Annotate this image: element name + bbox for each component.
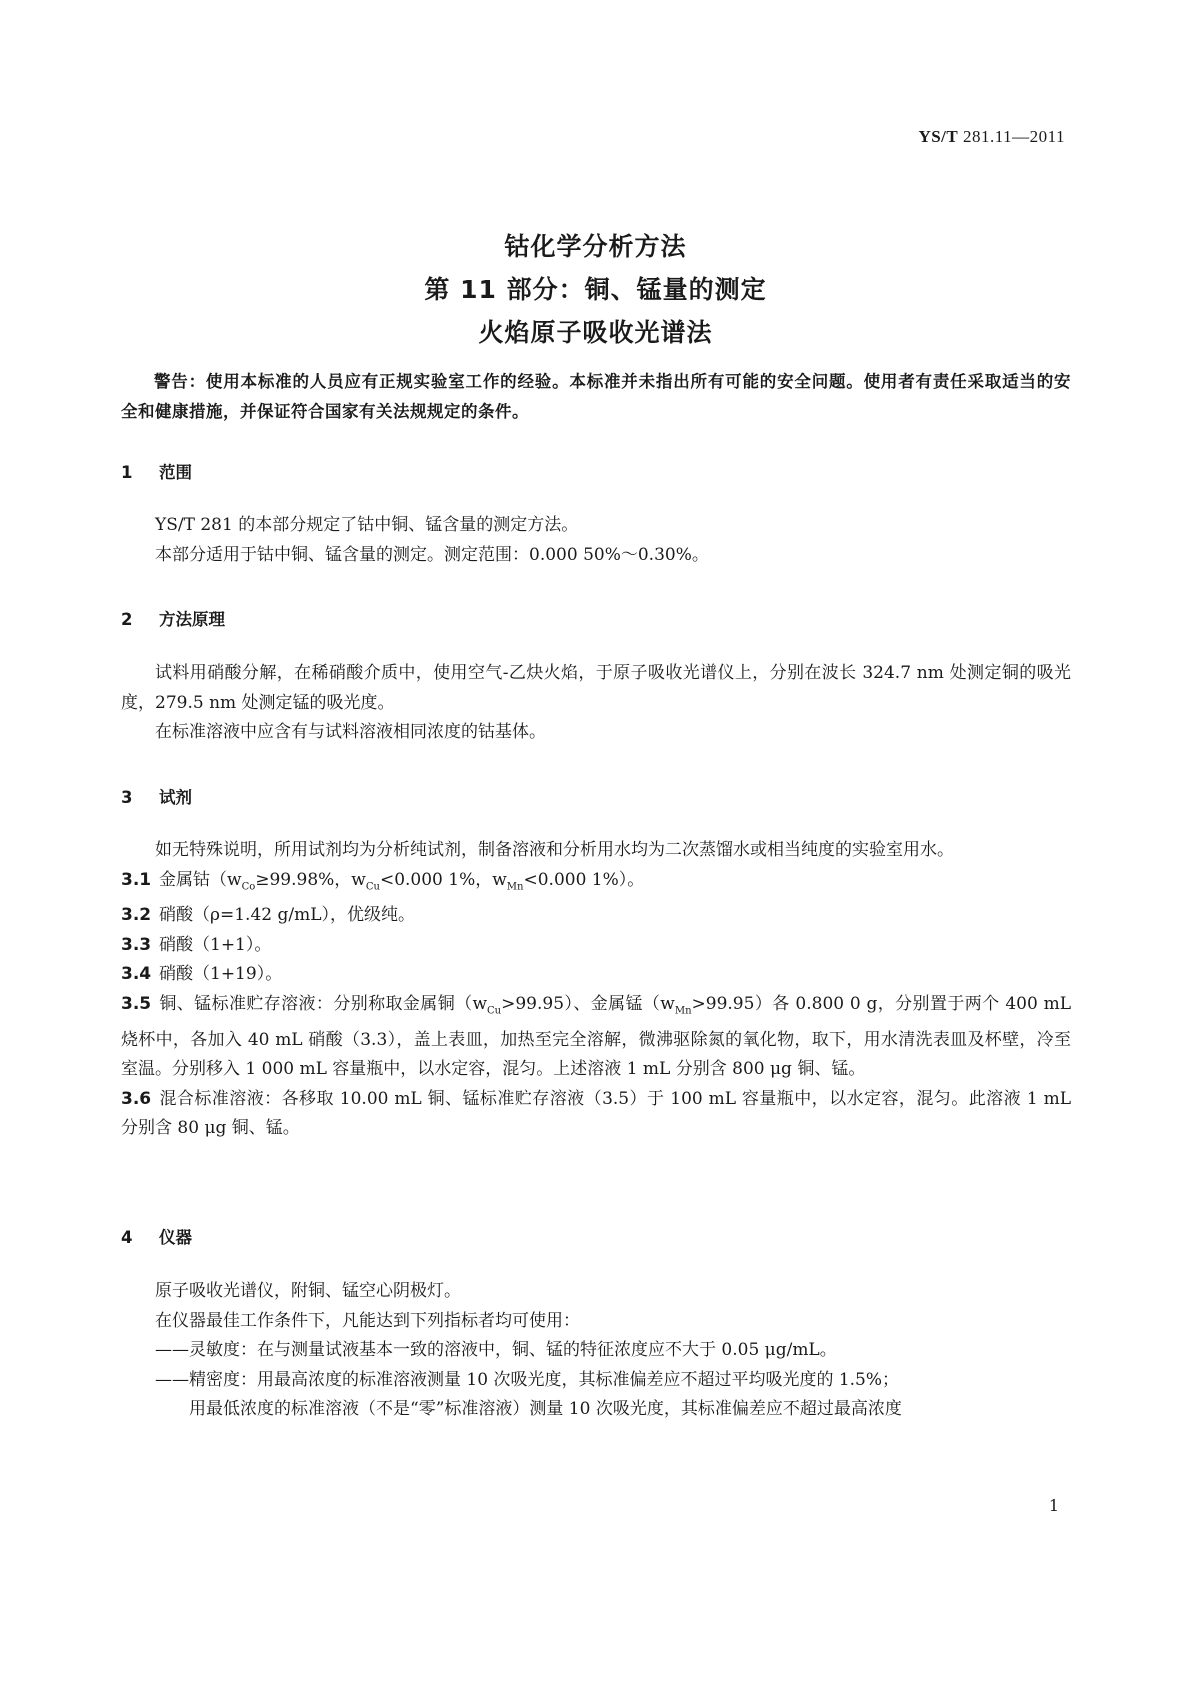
- paragraph: YS/T 281 的本部分规定了钴中铜、锰含量的测定方法。: [155, 515, 579, 535]
- section-3-heading: [121, 783, 1071, 813]
- item-text: 金属钴（w: [159, 869, 242, 890]
- item-text: 铜、锰标准贮存溶液：分别称取金属铜（w: [159, 993, 488, 1014]
- paragraph: 试料用硝酸分解，在稀硝酸介质中，使用空气-乙炔火焰，于原子吸收光谱仪上，分别在波长 324.7 nm 处测定铜的吸光度，279.5 nm 处测定锰的吸光度。: [121, 663, 1071, 713]
- criteria-precision: ——精密度：用最高浓度的标准溶液测量 10 次吸光度，其标准偏差应不超过平均吸光度的 1.5%；: [155, 1369, 900, 1390]
- criteria-sensitivity: ——灵敏度：在与测量试液基本一致的溶液中，铜、锰的特征浓度应不大于 0.05 μg/mL。: [155, 1340, 837, 1360]
- section-title: 试剂: [159, 788, 192, 807]
- section-2-heading: [121, 605, 1071, 635]
- item-text: ≥99.98%，w: [255, 869, 366, 890]
- item-number: 3.3: [121, 934, 152, 955]
- subscript: Mn: [506, 880, 524, 892]
- section-title: 仪器: [159, 1228, 192, 1247]
- standard-prefix: YS/T: [918, 127, 959, 146]
- reagent-item-3-2: [121, 901, 1071, 931]
- reagent-item-3-1: [121, 866, 1071, 902]
- paragraph: 本部分适用于钴中铜、锰含量的测定。测定范围：0.000 50%～0.30%。: [155, 544, 709, 565]
- subscript: Cu: [365, 880, 380, 892]
- section-3-body: [121, 836, 1071, 1144]
- standard-code: [918, 127, 1065, 147]
- paragraph: 在标准溶液中应含有与试料溶液相同浓度的钴基体。: [155, 722, 546, 742]
- item-text: 硝酸（1+19）。: [159, 964, 283, 985]
- item-number: 3.1: [121, 869, 152, 890]
- item-text: <0.000 1%）。: [523, 869, 645, 890]
- paragraph: 如无特殊说明，所用试剂均为分析纯试剂，制备溶液和分析用水均为二次蒸馏水或相当纯度的实验室用水。: [155, 840, 954, 860]
- paragraph: 在仪器最佳工作条件下，凡能达到下列指标者均可使用：: [155, 1310, 580, 1331]
- item-number: 3.5: [121, 993, 152, 1014]
- paragraph: 原子吸收光谱仪，附铜、锰空心阴极灯。: [155, 1281, 461, 1301]
- section-title: 方法原理: [159, 610, 225, 629]
- criteria-precision-continued: 用最低浓度的标准溶液（不是“零”标准溶液）测量 10 次吸光度，其标准偏差应不超过最高浓度: [189, 1399, 902, 1419]
- standard-number: 281.11—2011: [963, 127, 1065, 146]
- title-line-2: 第 11 部分：铜、锰量的测定: [424, 275, 767, 304]
- section-2-body: [121, 659, 1071, 748]
- section-title: 范围: [159, 463, 192, 482]
- document-title: [0, 225, 1191, 354]
- section-4-heading: [121, 1223, 1071, 1253]
- subscript: Co: [241, 880, 256, 892]
- item-text: <0.000 1%，w: [379, 869, 507, 890]
- item-text: 混合标准溶液：各移取 10.00 mL 铜、锰标准贮存溶液（3.5）于 100 mL 容量瓶中，以水定容，混匀。此溶液 1 mL 分别含 80 μg 铜、锰。: [121, 1088, 1071, 1139]
- warning-text: 警告：使用本标准的人员应有正规实验室工作的经验。本标准并未指出所有可能的安全问题。使用者有责任采取适当的安全和健康措施，并保证符合国家有关法规规定的条件。: [121, 372, 1071, 421]
- subscript: Mn: [674, 1005, 692, 1017]
- item-number: 3.4: [121, 964, 152, 985]
- reagent-item-3-4: [121, 960, 1071, 990]
- title-line-1: 钴化学分析方法: [504, 232, 687, 261]
- reagent-item-3-6: [121, 1085, 1071, 1144]
- item-text: 硝酸（ρ=1.42 g/mL），优级纯。: [159, 905, 416, 926]
- section-number: 1: [121, 463, 133, 482]
- section-number: 3: [121, 788, 133, 807]
- section-number: 2: [121, 610, 133, 629]
- item-text: 硝酸（1+1）。: [159, 934, 272, 955]
- reagent-item-3-3: [121, 931, 1071, 961]
- item-text: >99.95）、金属锰（w: [501, 993, 675, 1014]
- section-number: 4: [121, 1228, 133, 1247]
- warning-block: [121, 367, 1071, 427]
- section-1-heading: [121, 458, 1071, 488]
- reagent-item-3-5: [121, 990, 1071, 1085]
- subscript: Cu: [487, 1005, 502, 1017]
- item-number: 3.6: [121, 1088, 152, 1109]
- page-number: 1: [1048, 1496, 1059, 1515]
- section-4-body: [121, 1277, 1071, 1425]
- item-text: >99.95）各 0.800 0 g，分别置于两个 400 mL 烧杯中，各加入 40 mL 硝酸（3.3），盖上表皿，加热至完全溶解，微沸驱除氮的氧化物，取下，用水清洗表皿及杯壁，冷至室温。分别移入 1 000 mL 容量瓶中，以水定容，混匀。上述溶液 1 mL 分别含 800 μg 铜、锰。: [121, 993, 1071, 1080]
- item-number: 3.2: [121, 905, 152, 926]
- section-1-body: [121, 511, 1071, 570]
- title-line-3: 火焰原子吸收光谱法: [478, 318, 713, 347]
